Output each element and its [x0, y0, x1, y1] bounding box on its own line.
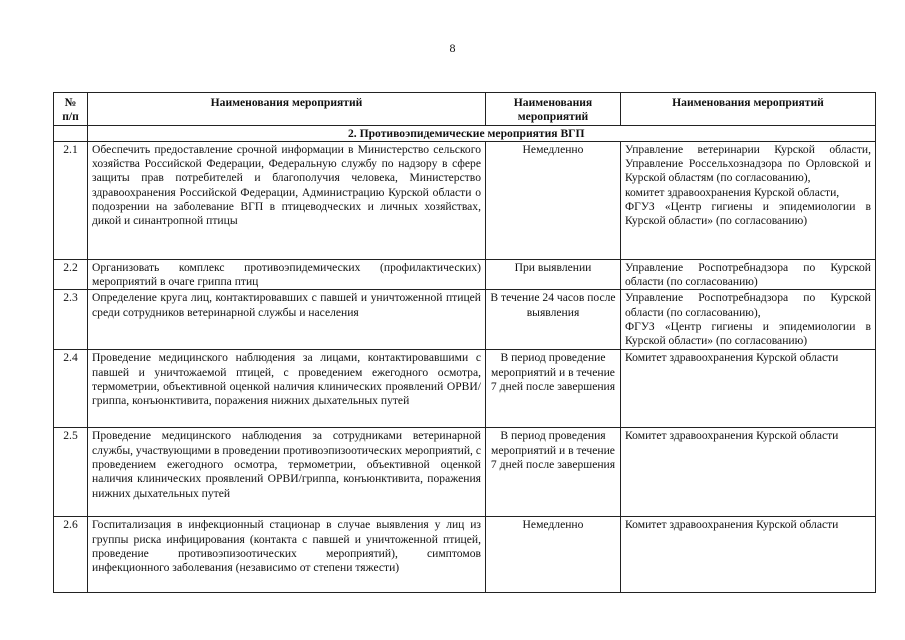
header-responsible: Наименования мероприятий [621, 93, 876, 126]
row-responsible: Комитет здравоохранения Курской области [621, 517, 876, 593]
row-activity: Проведение медицинского наблюдения за сотрудниками ветеринарной службы, участвующими в проведении противоэпизоотических мероприятий, с проведением ежегодного осмотра, термометрии, объективной оценкой наличия клинических проявлений ОРВИ/гриппа, конъюнктивита, поражения нижних дыхательных путей [88, 428, 486, 517]
row-term: В период проведения мероприятий и в течение 7 дней после завершения [486, 428, 621, 517]
header-row [54, 93, 876, 126]
table-row [54, 259, 876, 290]
row-activity: Проведение медицинского наблюдения за лицами, контактировавшими с павшей и уничтожаемой птицей, с проведением ежегодного осмотра, термометрии, объективной оценкой наличия клинических проявлений ОРВИ/гриппа, конъюнктивита, поражения нижних дыхательных путей [88, 350, 486, 428]
row-responsible: Управление Роспотребнадзора по Курской области (по согласованию) [621, 259, 876, 290]
row-responsible: Комитет здравоохранения Курской области [621, 350, 876, 428]
row-responsible: Комитет здравоохранения Курской области [621, 428, 876, 517]
row-number: 2.5 [54, 428, 88, 517]
row-activity: Обеспечить предоставление срочной информации в Министерство сельского хозяйства Российской Федерации, Федеральную службу по надзору в сфере защиты прав потребителей и благополучия человека, Министерство здравоохранения Российской Федерации, Администрацию Курской области о подозрении на заболевание ВГП в птицеводческих и личных хозяйствах, дикой и синантропной птицы [88, 141, 486, 259]
measures-table [53, 92, 876, 593]
section-title: 2. Противоэпидемические мероприятия ВГП [88, 125, 876, 141]
row-activity: Определение круга лиц, контактировавших с павшей и уничтоженной птицей среди сотрудников ветеринарной службы и населения [88, 290, 486, 350]
row-responsible: Управление Роспотребнадзора по Курской области (по согласованию), ФГУЗ «Центр гигиены и эпидемиологии в Курской области» (по согласованию) [621, 290, 876, 350]
header-activity: Наименования мероприятий [88, 93, 486, 126]
row-term: В период проведение мероприятий и в течение 7 дней после завершения [486, 350, 621, 428]
row-activity: Госпитализация в инфекционный стационар в случае выявления у лиц из группы риска инфицирования (контакта с павшей и уничтоженной птицей, проведение противоэпизоотических мероприятий), симптомов инфекционного заболевания (независимо от степени тяжести) [88, 517, 486, 593]
row-number: 2.1 [54, 141, 88, 259]
row-responsible: Управление ветеринарии Курской области, Управление Россельхознадзора по Орловской и Курской областям (по согласованию), комитет здравоохранения Курской области, ФГУЗ «Центр гигиены и эпидемиологии в Курской области» (по согласованию) [621, 141, 876, 259]
row-term: Немедленно [486, 517, 621, 593]
table-row [54, 428, 876, 517]
table-row [54, 350, 876, 428]
row-number: 2.2 [54, 259, 88, 290]
row-number: 2.4 [54, 350, 88, 428]
row-number: 2.3 [54, 290, 88, 350]
header-term: Наименования мероприятий [486, 93, 621, 126]
section-spacer [54, 125, 88, 141]
row-term: При выявлении [486, 259, 621, 290]
section-row [54, 125, 876, 141]
row-term: Немедленно [486, 141, 621, 259]
row-number: 2.6 [54, 517, 88, 593]
table-row [54, 517, 876, 593]
header-num: № п/п [54, 93, 88, 126]
row-term: В течение 24 часов после выявления [486, 290, 621, 350]
table-row [54, 290, 876, 350]
page-number: 8 [449, 41, 456, 55]
row-activity: Организовать комплекс противоэпидемических (профилактических) мероприятий в очаге гриппа птиц [88, 259, 486, 290]
table-row [54, 141, 876, 259]
